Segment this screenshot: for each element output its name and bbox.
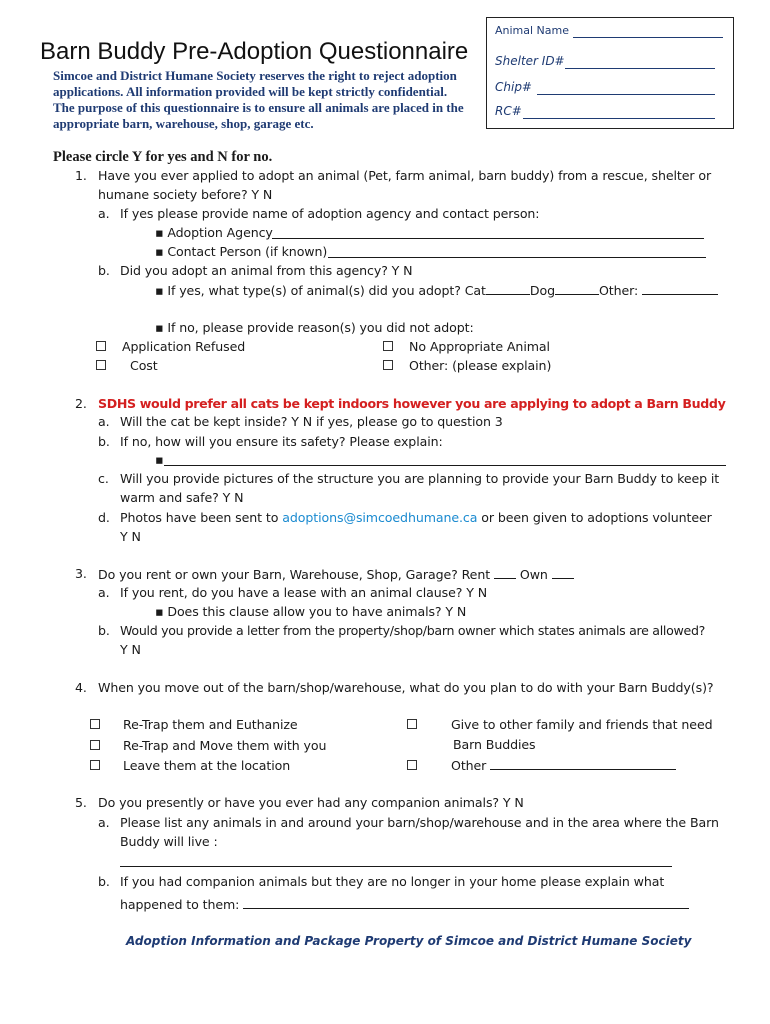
shelter-id-label: Shelter ID# bbox=[495, 54, 565, 68]
q5b-answer-field[interactable] bbox=[243, 896, 689, 909]
q1-agency-row: ▪ Adoption Agency bbox=[155, 225, 273, 240]
rc-field[interactable] bbox=[523, 117, 715, 119]
q5b-letter: b. bbox=[98, 874, 110, 889]
q1-number: 1. bbox=[75, 168, 87, 183]
shelter-id-field[interactable] bbox=[565, 67, 715, 69]
q4-opt1-checkbox[interactable] bbox=[90, 719, 100, 729]
q2c-line2: warm and safe? Y N bbox=[120, 490, 244, 505]
q3b-line2: Y N bbox=[120, 642, 141, 657]
q1-line1: Have you ever applied to adopt an animal (Pet, farm animal, barn buddy) from a rescue, shelter or bbox=[98, 168, 712, 183]
q2c-line1: Will you provide pictures of the structure you are planning to provide your Barn Buddy to keep it bbox=[120, 471, 720, 486]
q4-opt4-row bbox=[407, 717, 712, 732]
q1a-letter: a. bbox=[98, 206, 110, 221]
q5b-line2-row bbox=[120, 896, 689, 912]
q1b-text: Did you adopt an animal from this agency? Y N bbox=[120, 263, 413, 278]
animal-name-label: Animal Name bbox=[495, 24, 570, 37]
q4-opt4-line2: Barn Buddies bbox=[453, 737, 536, 752]
q5a-line1: Please list any animals in and around your barn/shop/warehouse and in the area where the Barn bbox=[120, 815, 719, 830]
page-title: Barn Buddy Pre-Adoption Questionnaire bbox=[40, 38, 469, 65]
q1-opt-cost-checkbox[interactable] bbox=[96, 360, 106, 370]
chip-label: Chip# bbox=[495, 80, 532, 94]
q3-number: 3. bbox=[75, 566, 87, 581]
chip-field[interactable] bbox=[537, 93, 715, 95]
q1-opt-noanimal-label: No Appropriate Animal bbox=[409, 339, 550, 354]
q4-opt5-label: Other bbox=[451, 758, 487, 773]
q4-opt2-row bbox=[90, 738, 326, 753]
q1-opt-cost-label: Cost bbox=[130, 358, 158, 373]
q1-opt-refused-label: Application Refused bbox=[122, 339, 246, 354]
q1-opt-noanimal-row bbox=[383, 339, 550, 354]
q3b-line1: Would you provide a letter from the property/shop/barn owner which states animals are allowed? bbox=[120, 623, 706, 638]
q1-contact-label: Contact Person (if known) bbox=[167, 244, 328, 259]
q1-dog-label: Dog bbox=[529, 283, 555, 298]
q1-opt-other-row bbox=[383, 358, 551, 373]
q4-number: 4. bbox=[75, 680, 87, 695]
q2b-bullet: ▪ bbox=[155, 452, 164, 467]
footer-text: Adoption Information and Package Property of Simcoe and District Humane Society bbox=[126, 934, 692, 948]
q4-opt4-checkbox[interactable] bbox=[407, 719, 417, 729]
q5b-line2: happened to them: bbox=[120, 897, 240, 912]
q1-types-row: ▪ If yes, what type(s) of animal(s) did you adopt? Cat Dog Other: bbox=[155, 282, 718, 298]
q4-opt5-field[interactable] bbox=[490, 757, 676, 770]
q1-cat-field[interactable] bbox=[486, 282, 530, 295]
q1-line2: humane society before? Y N bbox=[98, 187, 273, 202]
q2b-answer-field[interactable] bbox=[164, 465, 726, 466]
q4-opt1-label: Re-Trap them and Euthanize bbox=[123, 717, 298, 732]
q1-opt-noanimal-checkbox[interactable] bbox=[383, 341, 393, 351]
intro-line-3: The purpose of this questionnaire is to ensure all animals are placed in the bbox=[53, 100, 464, 115]
adoptions-email-link[interactable]: adoptions@simcoedhumane.ca bbox=[282, 510, 478, 525]
q1-contact-field[interactable] bbox=[328, 257, 706, 258]
q1-other-field[interactable] bbox=[642, 282, 718, 295]
intro-line-1: Simcoe and District Humane Society reserves the right to reject adoption bbox=[53, 68, 457, 83]
q1-opt-cost-row bbox=[96, 358, 158, 373]
q3a-letter: a. bbox=[98, 585, 110, 600]
q4-opt2-checkbox[interactable] bbox=[90, 740, 100, 750]
q3-own-field[interactable] bbox=[552, 566, 574, 579]
q1-agency-label: Adoption Agency bbox=[167, 225, 273, 240]
q1-reasons-row: ▪ If no, please provide reason(s) you did not adopt: bbox=[155, 320, 474, 335]
q1-other-label: Other: bbox=[598, 283, 639, 298]
q3b-letter: b. bbox=[98, 623, 110, 638]
q3a-text: If you rent, do you have a lease with an animal clause? Y N bbox=[120, 585, 488, 600]
q1a-text: If yes please provide name of adoption agency and contact person: bbox=[120, 206, 540, 221]
q4-line1: When you move out of the barn/shop/warehouse, what do you plan to do with your Barn Buddy(s)? bbox=[98, 680, 714, 695]
q3-own-label: Own bbox=[519, 567, 548, 582]
q5-line1: Do you presently or have you ever had any companion animals? Y N bbox=[98, 795, 524, 810]
q5a-line2: Buddy will live : bbox=[120, 834, 218, 849]
animal-name-field[interactable] bbox=[573, 36, 723, 38]
q4-opt5-row bbox=[407, 757, 676, 773]
q5b-line1: If you had companion animals but they are no longer in your home please explain what bbox=[120, 874, 665, 889]
q4-opt3-row bbox=[90, 758, 290, 773]
q5a-letter: a. bbox=[98, 815, 110, 830]
q2-heading: SDHS would prefer all cats be kept indoors however you are applying to adopt a Barn Buddy bbox=[98, 396, 726, 411]
q2a-letter: a. bbox=[98, 414, 110, 429]
q1-opt-other-checkbox[interactable] bbox=[383, 360, 393, 370]
q4-opt4-label: Give to other family and friends that need bbox=[451, 717, 713, 732]
q2a-text: Will the cat be kept inside? Y N if yes, please go to question 3 bbox=[120, 414, 503, 429]
q4-opt1-row bbox=[90, 717, 298, 732]
q3-line1-row bbox=[98, 566, 574, 582]
q2d-post: or been given to adoptions volunteer bbox=[477, 510, 712, 525]
intro-line-2: applications. All information provided will be kept strictly confidential. bbox=[53, 84, 448, 99]
instructions: Please circle Y for yes and N for no. bbox=[53, 149, 273, 165]
q2d-pre: Photos have been sent to bbox=[120, 510, 283, 525]
q3-line1: Do you rent or own your Barn, Warehouse, Shop, Garage? Rent bbox=[98, 567, 491, 582]
q1-opt-refused-row bbox=[96, 339, 245, 354]
intro-line-4: appropriate barn, warehouse, shop, garage etc. bbox=[53, 116, 314, 131]
q5-number: 5. bbox=[75, 795, 87, 810]
q1-types-label: If yes, what type(s) of animal(s) did you adopt? Cat bbox=[167, 283, 486, 298]
shelter-id-box bbox=[486, 17, 734, 129]
q5a-answer-field[interactable] bbox=[120, 866, 672, 867]
q4-opt3-checkbox[interactable] bbox=[90, 760, 100, 770]
q2-number: 2. bbox=[75, 396, 87, 411]
q2b-text: If no, how will you ensure its safety? Please explain: bbox=[120, 434, 443, 449]
q1-reasons-label: If no, please provide reason(s) you did not adopt: bbox=[167, 320, 474, 335]
q3a-sub-text: Does this clause allow you to have animals? Y N bbox=[167, 604, 467, 619]
q3-rent-field[interactable] bbox=[494, 566, 516, 579]
q4-opt5-checkbox[interactable] bbox=[407, 760, 417, 770]
q4-opt2-label: Re-Trap and Move them with you bbox=[123, 738, 327, 753]
q2b-letter: b. bbox=[98, 434, 110, 449]
q1-agency-field[interactable] bbox=[272, 238, 704, 239]
q2d-line2: Y N bbox=[120, 529, 141, 544]
q2c-letter: c. bbox=[98, 471, 109, 486]
q1-dog-field[interactable] bbox=[555, 282, 599, 295]
q1-opt-refused-checkbox[interactable] bbox=[96, 341, 106, 351]
rc-label: RC# bbox=[495, 104, 522, 118]
q1-opt-other-label: Other: (please explain) bbox=[409, 358, 552, 373]
q2d-letter: d. bbox=[98, 510, 110, 525]
q2d-text bbox=[120, 510, 712, 525]
q4-opt3-label: Leave them at the location bbox=[123, 758, 291, 773]
q3a-sub-row: ▪ Does this clause allow you to have animals? Y N bbox=[155, 604, 467, 619]
q1-contact-row: ▪ Contact Person (if known) bbox=[155, 244, 328, 259]
q1b-letter: b. bbox=[98, 263, 110, 278]
